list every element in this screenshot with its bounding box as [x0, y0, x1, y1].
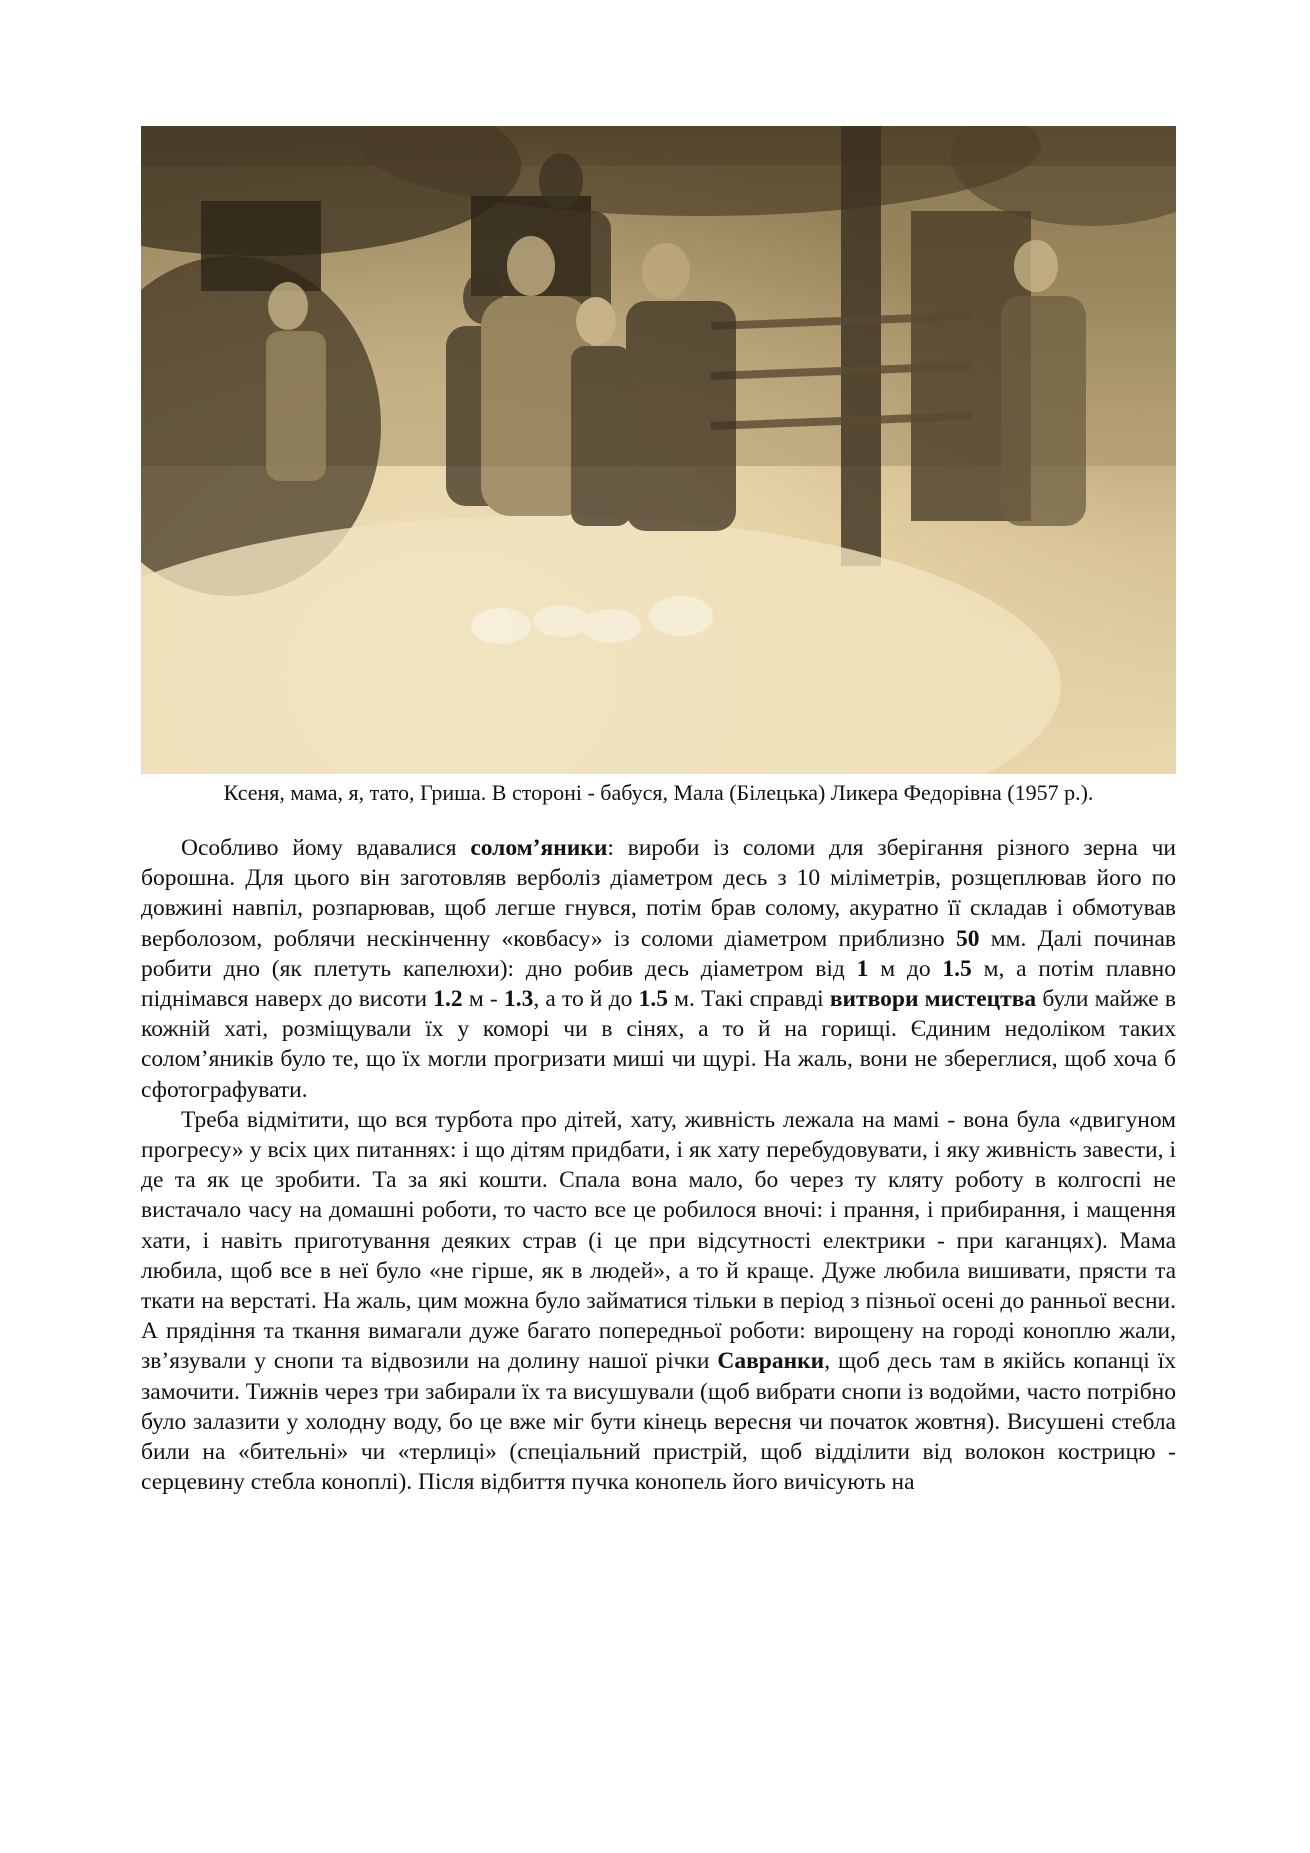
text-run: Особливо йому вдавалися	[181, 835, 471, 861]
ground	[141, 516, 1061, 774]
text-run: , а то й до	[533, 986, 639, 1013]
text-run: м, а потім плавно піднімався наверх до висоти	[141, 955, 1176, 1013]
bold-run: 50	[955, 925, 980, 952]
tree-trunk	[841, 126, 881, 566]
text-run: м -	[462, 986, 504, 1013]
text-run: , щоб десь там в якійсь копанці їх замочити. Тижнів через три забирали їх та висушували (щоб вибрати снопи із водойми, часто потрібно було залазити у холодну воду, бо це вже міг бути кінець вересня чи початок жовтня). Висушені стебла били на «бительні» чи «терлиці» (спеціальний пристрій, щоб відділити від волокон кострицю - серцевину стебла коноплі). Після відбиття пучка конопель його вичісують на	[141, 1348, 1176, 1496]
family-photo	[141, 126, 1176, 774]
text-run: м. Такі справді	[667, 986, 830, 1013]
bold-run: 1.5	[942, 955, 972, 982]
text-run: Треба відмітити, що вся турбота про дітей, хату, живність лежала на мамі - вона була «двигуном прогресу» у всіх цих питаннях: і що дітям придбати, і як хату перебудовувати, і яку живність завести, і де та як це зробити. Та за які кошти. Спала вона мало, бо через ту кляту роботу в колгоспі не вистачало часу на домашні роботи, то часто все це робилося вночі: і прання, і прибирання, і мащення хати, і навіть приготування деяких страв (і це при відсутності електрики - при каганцях). Мама любила, щоб все в неї було «не гірше, як в людей», а то й краще. Дуже любила вишивати, прясти та ткати на верстаті. На жаль, цим можна було займатися тільки в період з пізньої осені до ранньої весни. А прядіння та ткання вимагали дуже багато попередньої роботи: вирощену на городі коноплю жали, зв’язували у снопи та відвозили на долину нашої річки	[141, 1106, 1176, 1375]
bold-run: 1.3	[503, 986, 534, 1013]
photo-illustration	[141, 126, 1176, 774]
text-run: : вироби із соломи для зберігання різного зерна чи борошна. Для цього він заготовляв верболіз діаметром десь з 10 міліметрів, розщеплював його по довжині навпіл, розпарював, щоб легше гнувся, потім брав солому, акуратно її складав і обмотував верболозом, роблячи нескінченну «ковбасу» із соломи діаметром приблизно	[141, 835, 1176, 952]
paragraph-1	[141, 833, 1176, 1105]
bold-run: витвори мистецтва	[829, 986, 1037, 1013]
body-text	[141, 833, 1176, 1497]
text-run: мм. Далі починав робити дно (як плетуть капелюхи): дно робив десь діаметром від	[141, 925, 1176, 982]
bold-run: 1.5	[638, 986, 668, 1013]
bold-run: 1	[856, 955, 869, 982]
text-run: були майже в кожній хаті, розміщували їх у коморі чи в сінях, а то й на горищі. Єдиним недоліком таких солом’яників було те, що їх могли прогризати миші чи щурі. На жаль, вони не збереглися, щоб хоча б сфотографувати.	[141, 986, 1177, 1103]
photo-caption: Ксеня, мама, я, тато, Гриша. В стороні - бабуся, Мала (Білецька) Ликера Федорівна (1957 р.).	[223, 780, 1094, 805]
window-left	[201, 201, 321, 291]
text-run: м до	[868, 955, 943, 982]
bold-run: солом’яники	[470, 835, 608, 861]
bold-run: 1.2	[433, 986, 463, 1013]
bold-run: Савранки	[717, 1348, 825, 1375]
paragraph-2	[141, 1105, 1176, 1498]
